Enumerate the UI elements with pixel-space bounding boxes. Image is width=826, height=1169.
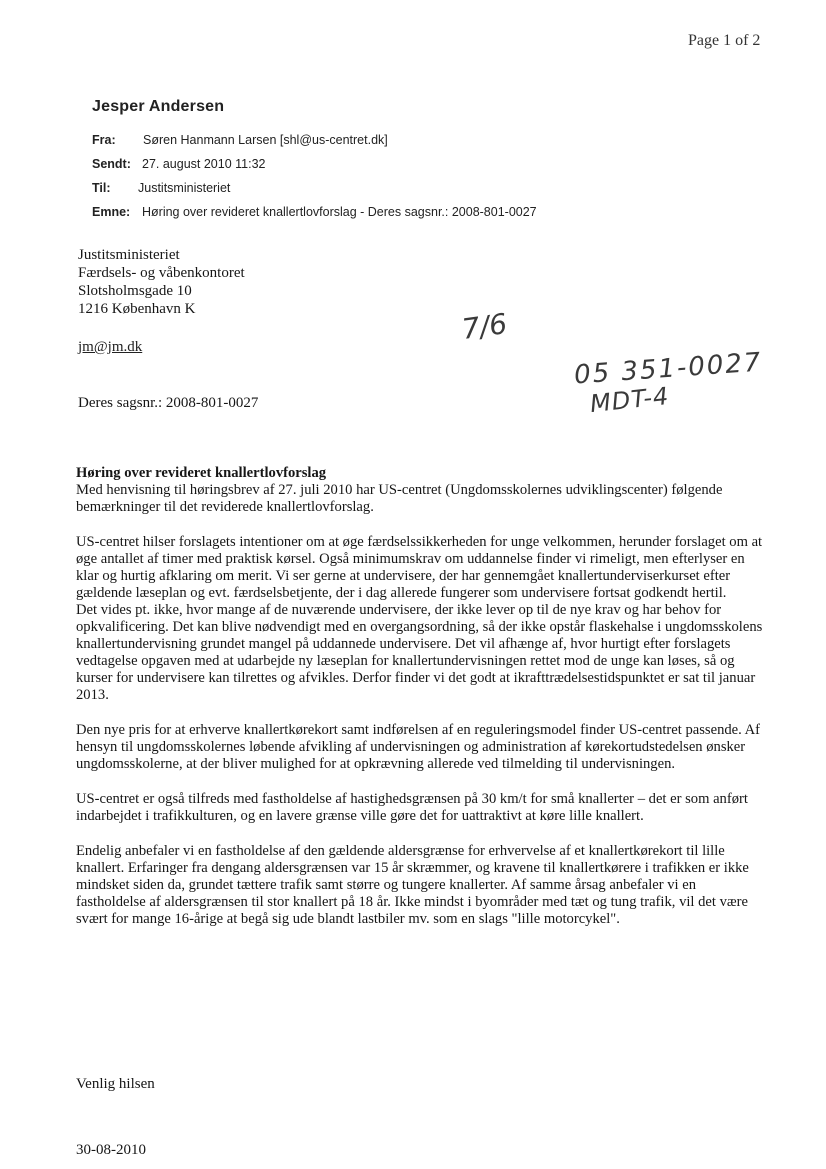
paragraph-intro: Med henvisning til høringsbrev af 27. juli 2010 har US-centret (Ungdomsskolernes udviklingscenter) følgende bemærkninger til det reviderede knallertlovforslag. [76, 482, 723, 515]
page-number: Page 1 of 2 [688, 32, 761, 49]
footer-date: 30-08-2010 [76, 1142, 146, 1158]
sent-label: Sendt: [92, 157, 131, 171]
paragraph: Endelig anbefaler vi en fastholdelse af den gældende aldersgrænse for erhvervelse af et knallertkørekort til lille knallert. Erfaringer fra dengang aldersgrænsen var 15 år skræmmer, og kravene til knallertkørere i trafikken er ikke mindsket siden da, grundet tættere trafik samt større og tungere knallerter. Af samme årsag anbefaler vi en fastholdelse af aldersgrænsen til stor knallert på 18 år. Ikke mindst i byområder med tæt og tung trafik, vil det være svært for mange 16-årige at begå sig ude blandt lastbiler mv. som en slags "lille motorcykel". [76, 843, 749, 927]
to-value: Justitsministeriet [138, 181, 231, 195]
subject-value: Høring over revideret knallertlovforslag - Deres sagsnr.: 2008-801-0027 [142, 205, 537, 219]
from-label: Fra: [92, 133, 116, 147]
paragraph: Det vides pt. ikke, hvor mange af de nuværende undervisere, der ikke lever op til de nye krav og har behov for opkvalificering. Det kan blive nødvendigt med en overgangsordning, så der ikke opstår flaskehalse i ungdomsskolens knallertundervisning grundet mangel på uddannede undervisere. Det vil afhænge af, hvor hurtigt efter forslagets vedtagelse opgaven med at udarbejde ny læseplan for knallertundervisningen rettet mod de unge kan løses, så og kurser for undervisere kan tilrettes og afvikles. Derfor finder vi det godt at ikrafttrædelsestidspunktet er sat til januar 2013. [76, 602, 763, 703]
case-reference: Deres sagsnr.: 2008-801-0027 [78, 395, 259, 411]
letter-body [76, 465, 766, 946]
closing: Venlig hilsen [76, 1076, 155, 1092]
paragraph: US-centret er også tilfreds med fastholdelse af hastighedsgrænsen på 30 km/t for små knallerter – det er som anført indarbejdet i trafikkulturen, og en lavere grænse ville gøre det for uattraktivt at køre lille knallert. [76, 791, 748, 824]
header-row-from [92, 128, 537, 152]
handwritten-note: 7/6 [459, 307, 510, 346]
address-line: 1216 København K [78, 301, 196, 317]
header-row-sent [92, 152, 537, 176]
letter-title: Høring over revideret knallertlovforslag [76, 465, 327, 481]
from-value: Søren Hanmann Larsen [shl@us-centret.dk] [143, 133, 388, 147]
handwritten-case-number: 05 351-0027 [573, 347, 764, 391]
email-header [92, 98, 537, 224]
header-row-to [92, 176, 537, 200]
sent-value: 27. august 2010 11:32 [142, 157, 266, 171]
recipient-address [78, 246, 245, 318]
to-label: Til: [92, 181, 111, 195]
header-row-subject [92, 200, 537, 224]
sender-name: Jesper Andersen [92, 98, 225, 115]
paragraph: Den nye pris for at erhverve knallertkørekort samt indførelsen af en reguleringsmodel finder US-centret passende. Af hensyn til ungdomsskolernes løbende afvikling af undervisningen og administration af kørekortudstedelsen ønsker ungdomsskolerne, at der bliver mulighed for at opkrævning allerede ved tilmelding til undervisningen. [76, 722, 761, 772]
paragraph: US-centret hilser forslagets intentioner om at øge færdselssikkerheden for unge velkommen, herunder forslaget om at øge antallet af timer med praktisk kørsel. Også minimumskrav om uddannelse finder vi rimeligt, men efterlyser en klar og hurtig afklaring om merit. Vi ser gerne at undervisere, der har gennemgået knallertunderviserkurset efter gældende læseplan og evt. færdselsbetjente, der i dag allerede fungerer som undervisere fortsat godkendt hertil. [76, 534, 763, 601]
address-line: Færdsels- og våbenkontoret [78, 265, 245, 281]
recipient-email-link[interactable]: jm@jm.dk [78, 339, 143, 355]
subject-label: Emne: [92, 205, 131, 219]
address-line: Slotsholmsgade 10 [78, 283, 192, 299]
handwritten-initials: MDT-4 [588, 381, 671, 419]
address-line: Justitsministeriet [78, 247, 180, 263]
